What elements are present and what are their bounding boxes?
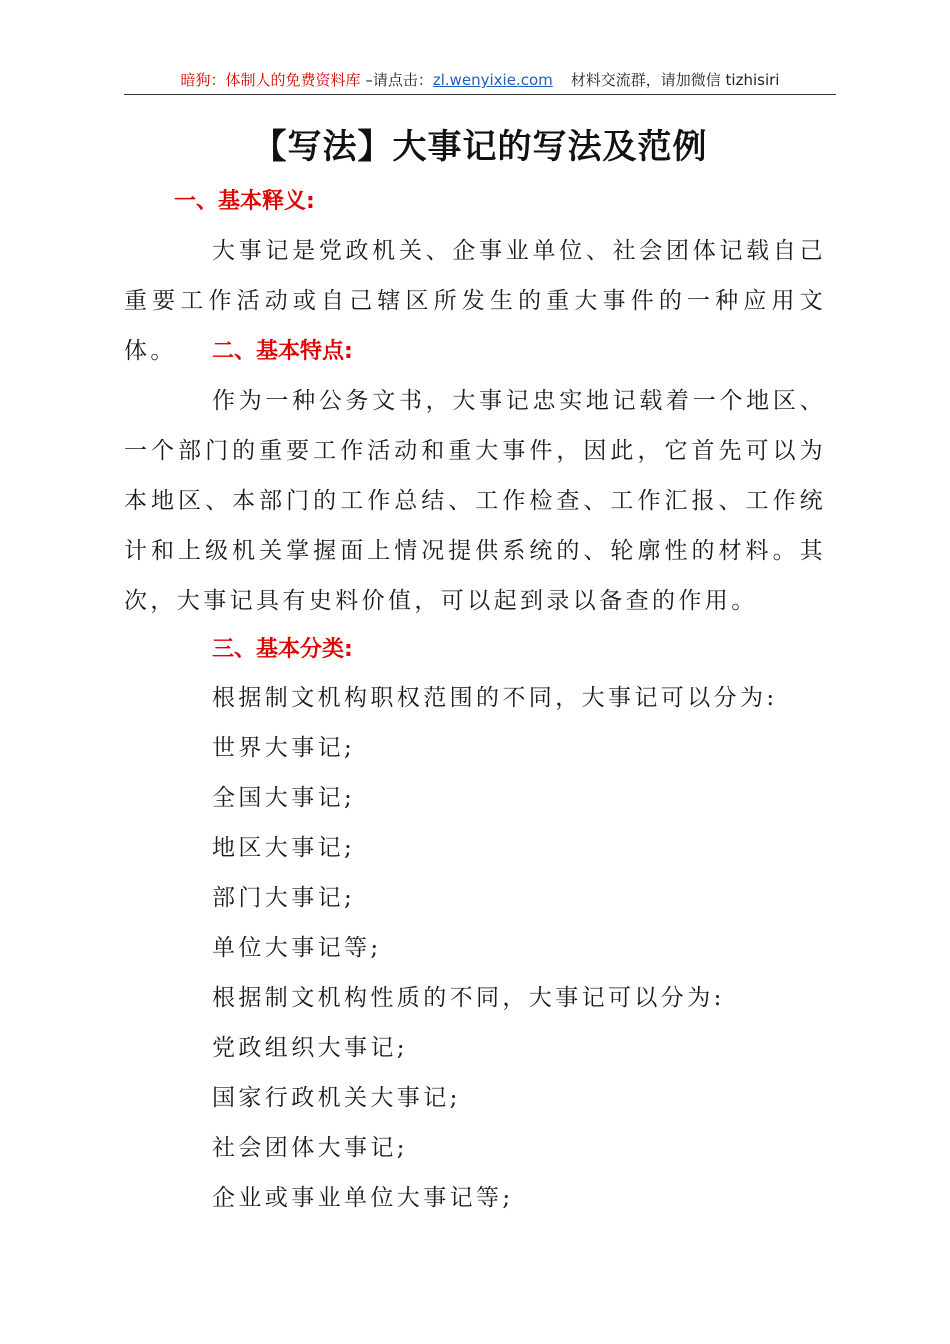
list-item: 世界大事记; [212,735,356,761]
list-item: 根据制文机构性质的不同，大事记可以分为: [212,985,725,1011]
list-item: 部门大事记; [212,885,356,911]
list-item: 根据制文机构职权范围的不同，大事记可以分为: [212,685,778,711]
list-item: 国家行政机关大事记; [212,1085,461,1111]
page-header [124,68,836,95]
header-click-prompt: –请点击： [360,71,433,89]
section-paragraph-definition: 大事记是党政机关、企事业单位、社会团体记载自己重要工作活动或自己辖区所发生的重大事件的一种应用文体。 [124,238,826,364]
section-heading-definition: 一、基本释义: [174,189,315,214]
list-item: 全国大事记; [212,785,356,811]
header-wechat-note: 材料交流群，请加微信 tizhisiri [570,71,780,89]
header-link[interactable]: zl.wenyixie.com [432,71,553,89]
list-item: 单位大事记等; [212,935,382,961]
list-item: 党政组织大事记; [212,1035,408,1061]
section-heading-categories: 三、基本分类: [212,637,353,662]
header-site-name: 暗狗：体制人的免费资料库 [180,71,361,89]
list-item: 社会团体大事记; [212,1135,408,1161]
list-item: 地区大事记; [212,835,356,861]
list-item: 企业或事业单位大事记等; [212,1185,514,1211]
section-paragraph-features: 作为一种公务文书，大事记忠实地记载着一个地区、一个部门的重要工作活动和重大事件，因此，它首先可以为本地区、本部门的工作总结、工作检查、工作汇报、工作统计和上级机关掌握面上情况提供系统的、轮廓性的材料。其次，大事记具有史料价值，可以起到录以备查的作用。 [124,388,826,614]
document-title: 【写法】大事记的写法及范例 [252,127,708,167]
section-heading-features: 二、基本特点: [212,339,353,364]
